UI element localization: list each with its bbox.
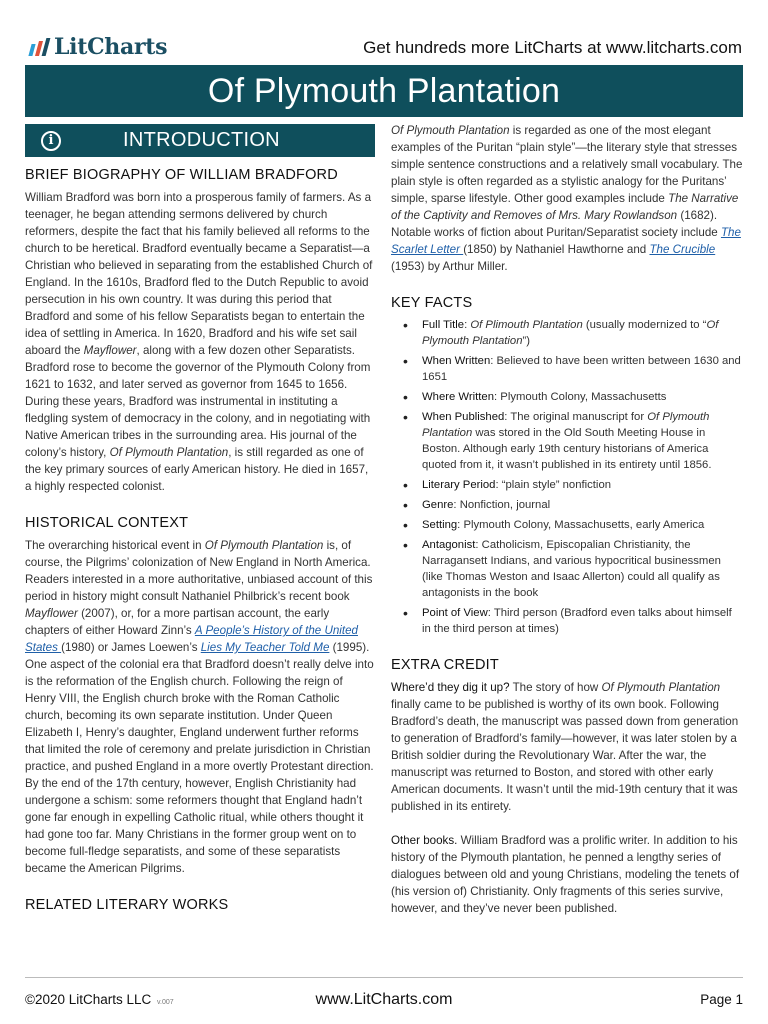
- key-fact-antagonist: • Antagonist: Catholicism, Episcopalian Christianity, the Narragansett Indians, and various hypocritical businessmen (like Thomas Weston and Isaac Allerton) could all qualify as antagonists in the book: [403, 537, 743, 601]
- key-facts-list: [391, 317, 743, 637]
- footer-version: v.007: [157, 999, 174, 1006]
- key-fact-when-written: • When Written: Believed to have been written between 1630 and 1651: [403, 353, 743, 385]
- related-works-text: Of Plymouth Plantation is regarded as one of the most elegant examples of the Puritan “plain style”—the literary style that stresses simple sentence constructions and a relatively small vocabulary. The plain style is often regarded as a stylistic analogy for the Puritans’ simple, sparse lifestyle. Other good examples include The Narrative of the Captivity and Removes of Mrs. Mary Rowlandson (1682). Notable works of fiction about Puritan/Separatist society include The Scarlet Letter (1850) by Nathaniel Hawthorne and The Crucible (1953) by Arthur Miller.: [391, 124, 743, 273]
- left-column: [25, 122, 375, 919]
- logo-text: LitCharts: [54, 34, 168, 60]
- link-scarlet-letter[interactable]: The Scarlet Letter: [391, 226, 741, 256]
- footer-site-link[interactable]: www.LitCharts.com: [315, 991, 453, 1008]
- biography-text: William Bradford was born into a prosperous family of farmers. As a teenager, he began attending sermons delivered by church reformers, despite the fact that his family believed all reforms to the church to be heretical. Bradford eventually became a Separatist—a Christian who believed in separating from the established Church of England. In the 1610s, Bradford fled to the Dutch Republic to avoid persecution in his own country. It was during this period that Bradford and some of his fellow Separatists began to entertain the idea of settling in America. In 1620, Bradford and his wife set sail aboard the Mayflower, along with a few dozen other Separatists. Bradford rose to become the governor of the Plymouth Colony from 1621 to 1632, and later served as governor from 1645 to 1656. During these years, Bradford was instrumental in instituting a fledgling system of democracy in the colony, and in negotiating with Native American tribes in the surrounding area. His journal of the colony’s history, Of Plymouth Plantation, is still regarded as one of the key primary sources of early American history. He died in 1657, a highly respected colonist.: [25, 191, 373, 493]
- title-bar: [25, 65, 743, 117]
- introduction-title: INTRODUCTION: [123, 129, 280, 151]
- introduction-band: [25, 124, 375, 157]
- top-bar: [0, 0, 768, 64]
- key-fact-where-written: • Where Written: Plymouth Colony, Massachusetts: [403, 389, 743, 405]
- key-fact-genre: • Genre: Nonfiction, journal: [403, 497, 743, 513]
- footer-copyright: ©2020 LitCharts LLC v.007: [25, 992, 174, 1007]
- key-fact-full-title: • Full Title: Of Plimouth Plantation (usually modernized to “Of Plymouth Plantation”): [403, 317, 743, 349]
- info-icon: i: [41, 131, 61, 151]
- footer-page-number: Page 1: [700, 992, 743, 1007]
- right-column: [391, 122, 743, 917]
- key-facts-heading: KEY FACTS: [391, 295, 473, 311]
- key-fact-literary-period: • Literary Period: “plain style” nonfiction: [403, 477, 743, 493]
- link-peoples-history[interactable]: A People’s History of the United States: [25, 624, 358, 654]
- link-lies-my-teacher[interactable]: Lies My Teacher Told Me: [200, 641, 330, 654]
- page-title: Of Plymouth Plantation: [207, 71, 561, 110]
- footer-divider: [25, 977, 743, 978]
- biography-heading: BRIEF BIOGRAPHY OF WILLIAM BRADFORD: [25, 167, 338, 183]
- extra-credit-heading: EXTRA CREDIT: [391, 657, 499, 673]
- key-fact-setting: • Setting: Plymouth Colony, Massachusetts, early America: [403, 517, 743, 533]
- link-the-crucible[interactable]: The Crucible: [649, 243, 716, 256]
- historical-context-text: The overarching historical event in Of Plymouth Plantation is, of course, the Pilgrims’ colonization of New England in North America. Readers interested in a more authoritative, unbiased account of this period in history might consult Nathaniel Philbrick’s recent book Mayflower (2007), or, for a more partisan account, the early chapters of either Howard Zinn’s A People’s History of the United States (1980) or James Loewen’s Lies My Teacher Told Me (1995). One aspect of the colonial era that Bradford doesn’t really delve into is the reformation of the English church. Following the reign of Henry VIII, the English church broke with the Roman Catholic church, becoming its own separate institution. Under Queen Elizabeth I, Henry’s daughter, England underwent further reforms that limited the role of ceremony and prelate jurisdiction in Christian practice, and pushed England in a more overtly Protestant direction. By the end of the 17th century, however, English Christianity had undergone a schism: some reformers thought that England hadn’t gone far enough in expelling Catholic ritual, while others thought it had gone too far. Many Christians in the former group went on to become full-fledge separatists, and some of these separatists became the American Pilgrims.: [25, 539, 374, 875]
- logo-bars-icon: [30, 38, 48, 56]
- related-works-heading: RELATED LITERARY WORKS: [25, 897, 229, 913]
- extra-credit-item-2: Other books. William Bradford was a prolific writer. In addition to his history of the Plymouth plantation, he penned a lengthy series of dialogues between old and young Christians, modeling the tenets of (his version of) Christianity. Only fragments of this series survive, however, and they’ve never been published.: [391, 834, 740, 915]
- header-tagline[interactable]: Get hundreds more LitCharts at www.litcharts.com: [363, 38, 742, 57]
- historical-context-heading: HISTORICAL CONTEXT: [25, 515, 189, 531]
- key-fact-when-published: • When Published: The original manuscript for Of Plymouth Plantation was stored in the Old South Meeting House in Boston. Although early 19th century historians of America quoted from it, it wasn’t published in its entirety until 1856.: [403, 409, 743, 473]
- key-fact-point-of-view: • Point of View: Third person (Bradford even talks about himself in the third person at times): [403, 605, 743, 637]
- litcharts-logo[interactable]: [30, 34, 167, 60]
- extra-credit-item-1: Where’d they dig it up? The story of how Of Plymouth Plantation finally came to be published is worthy of its own book. Following Bradford’s death, the manuscript was passed down from generation to generation of Bradford’s family—however, it was later stolen by a British soldier during the Revolutionary War. After the war, the manuscript was returned to Boston, and stored with other early American documents. It wasn’t until the mid-19th century that it was published in its entirety.: [391, 681, 739, 813]
